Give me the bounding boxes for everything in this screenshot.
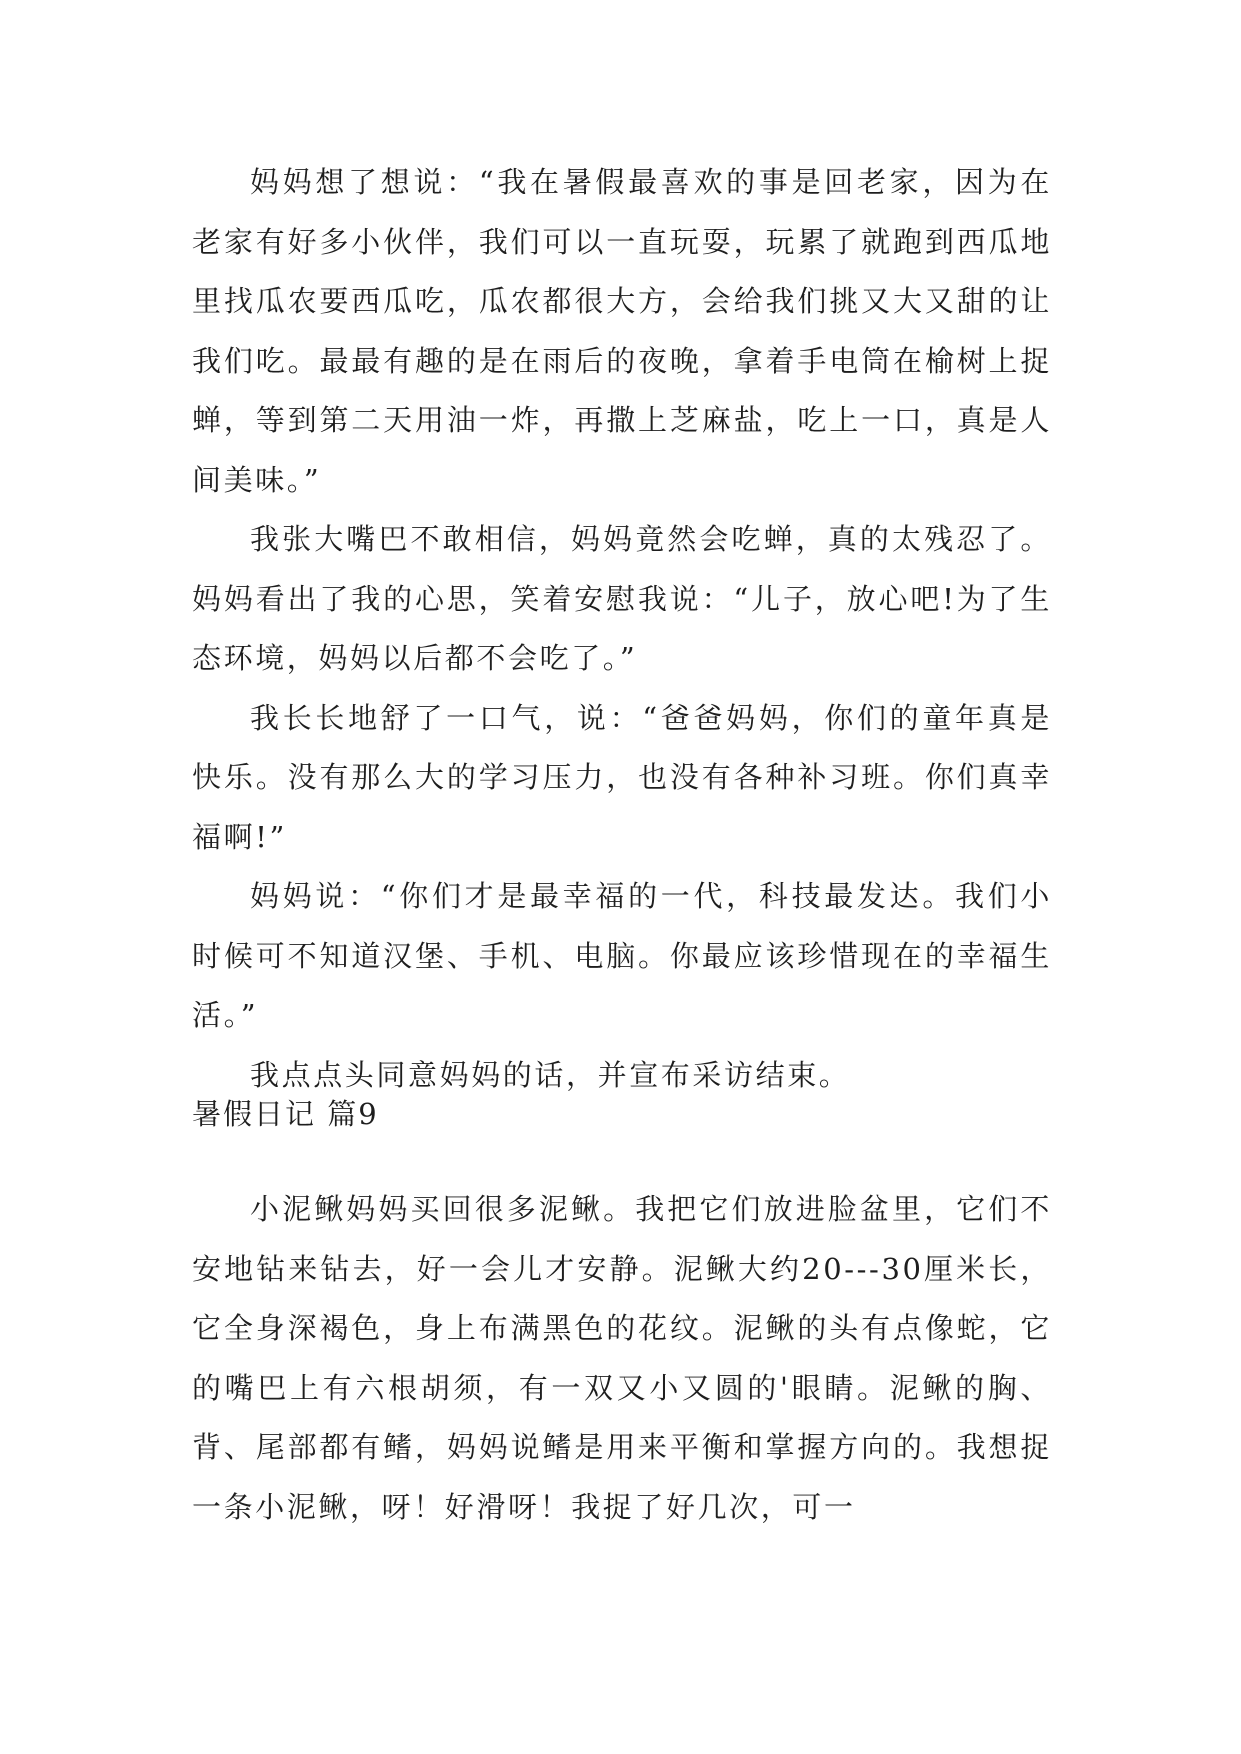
section-heading: 暑假日记 篇9 [192,1097,379,1131]
paragraph: 妈妈想了想说：“我在暑假最喜欢的事是回老家，因为在老家有好多小伙伴，我们可以一直玩耍，玩累了就跑到西瓜地里找瓜农要西瓜吃，瓜农都很大方，会给我们挑又大又甜的让我们吃。最最有趣的是在雨后的夜晚，拿着手电筒在榆树上捉蝉，等到第二天用油一炸，再撒上芝麻盐，吃上一口，真是人间美味。” [192,165,1052,497]
diary-section [192,1180,1052,1537]
paragraph: 我张大嘴巴不敢相信，妈妈竟然会吃蝉，真的太残忍了。妈妈看出了我的心思，笑着安慰我说：“儿子，放心吧!为了生态环境，妈妈以后都不会吃了。” [192,522,1052,675]
interview-section [192,153,1052,1105]
paragraph: 妈妈说：“你们才是最幸福的一代，科技最发达。我们小时候可不知道汉堡、手机、电脑。你最应该珍惜现在的幸福生活。” [192,879,1052,1032]
paragraph: 我长长地舒了一口气，说：“爸爸妈妈，你们的童年真是快乐。没有那么大的学习压力，也没有各种补习班。你们真幸福啊!” [192,700,1052,854]
paragraph: 我点点头同意妈妈的话，并宣布采访结束。 [250,1057,851,1092]
paragraph: 小泥鳅妈妈买回很多泥鳅。我把它们放进脸盆里，它们不安地钻来钻去，好一会儿才安静。泥鳅大约20---30厘米长，它全身深褐色，身上布满黑色的花纹。泥鳅的头有点像蛇，它的嘴巴上有六根胡须，有一双又小又圆的'眼睛。泥鳅的胸、背、尾部都有鳍，妈妈说鳍是用来平衡和掌握方向的。我想捉一条小泥鳅，呀！好滑呀！我捉了好几次，可一 [192,1192,1052,1524]
